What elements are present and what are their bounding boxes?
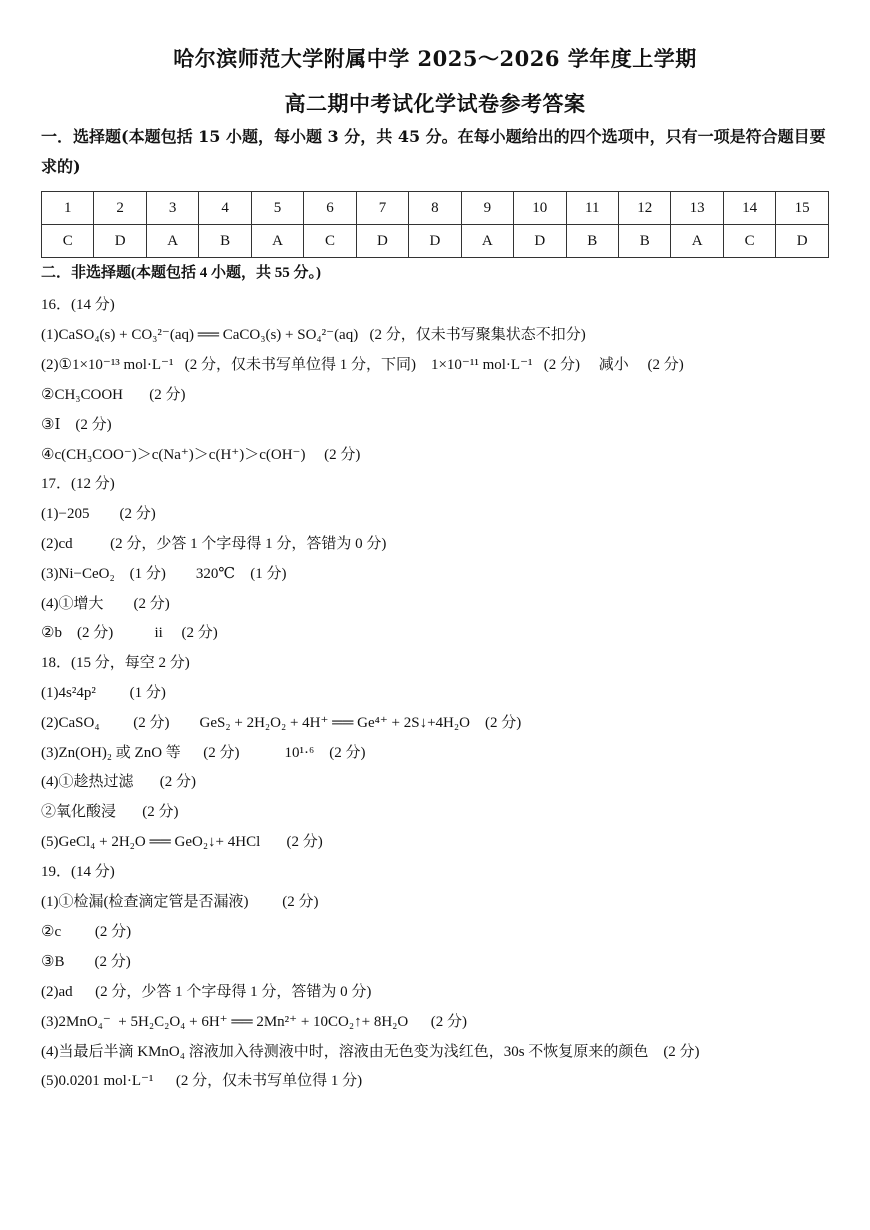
table-cell: D	[776, 225, 829, 258]
answer-line: (1)①检漏(检查滴定管是否漏液) (2 分)	[41, 894, 319, 910]
table-cell: 3	[146, 192, 198, 225]
table-cell: 13	[671, 192, 723, 225]
answer-line: ③B (2 分)	[41, 954, 131, 970]
table-cell: C	[42, 225, 94, 258]
answer-line: ③Ⅰ (2 分)	[41, 417, 112, 433]
q17-heading: 17．(12 分)	[41, 476, 115, 492]
answer-line: (1)4s²4p² (1 分)	[41, 685, 166, 701]
answer-line: (2)CaSO₄ (2 分) GeS₂ + 2H₂O₂ + 4H⁺ ══ Ge⁴⁺ + 2S↓+4H₂O (2 分)	[41, 715, 522, 731]
table-cell: B	[199, 225, 251, 258]
q16-heading: 16．(14 分)	[41, 297, 115, 313]
table-cell: 12	[618, 192, 670, 225]
answer-line: (2)①1×10⁻¹³ mol·L⁻¹ (2 分，仅未书写单位得 1 分，下同) 1×10⁻¹¹ mol·L⁻¹ (2 分) 减小 (2 分)	[41, 357, 684, 373]
table-cell: B	[566, 225, 618, 258]
table-cell: D	[94, 225, 146, 258]
answer-line: (2)ad (2 分，少答 1 个字母得 1 分，答错为 0 分)	[41, 984, 372, 1000]
table-cell: D	[514, 225, 566, 258]
table-cell: C	[304, 225, 356, 258]
answer-line: ②c (2 分)	[41, 924, 132, 940]
table-cell: 8	[409, 192, 461, 225]
table-cell: 15	[776, 192, 829, 225]
table-cell: 10	[514, 192, 566, 225]
answer-line: (5)0.0201 mol·L⁻¹ (2 分，仅未书写单位得 1 分)	[41, 1073, 363, 1089]
page-title-line1: 哈尔滨师范大学附属中学 2025～2026 学年度上学期	[173, 46, 697, 71]
table-cell: A	[461, 225, 513, 258]
choice-answer-table	[41, 191, 829, 258]
table-cell: 2	[94, 192, 146, 225]
table-cell: 1	[42, 192, 94, 225]
table-cell: A	[251, 225, 303, 258]
answer-line: ②氧化酸浸 (2 分)	[41, 804, 179, 820]
section1-heading: 一．选择题(本题包括 15 小题，每小题 3 分，共 45 分。在每小题给出的四个选项中，只有一项是符合题目要求的)	[41, 127, 826, 176]
answer-line: (4)当最后半滴 KMnO₄ 溶液加入待测液中时，溶液由无色变为浅红色，30s 不恢复原来的颜色 (2 分)	[41, 1044, 700, 1060]
table-cell: 11	[566, 192, 618, 225]
answer-line: (3)Zn(OH)₂ 或 ZnO 等 (2 分) 10¹·⁶ (2 分)	[41, 745, 366, 761]
question-number-row	[42, 192, 829, 225]
table-cell: 7	[356, 192, 408, 225]
answer-line: ④c(CH₃COO⁻)＞c(Na⁺)＞c(H⁺)＞c(OH⁻) (2 分)	[41, 447, 361, 463]
answer-line: (1)−205 (2 分)	[41, 506, 156, 522]
table-cell: 14	[723, 192, 775, 225]
answer-line: (5)GeCl₄ + 2H₂O ══ GeO₂↓+ 4HCl (2 分)	[41, 834, 323, 850]
table-cell: 6	[304, 192, 356, 225]
table-cell: 9	[461, 192, 513, 225]
table-cell: D	[356, 225, 408, 258]
page-title-line2: 高二期中考试化学试卷参考答案	[284, 91, 586, 116]
table-cell: D	[409, 225, 461, 258]
answer-line: (4)①趁热过滤 (2 分)	[41, 774, 196, 790]
answer-line: (2)cd (2 分，少答 1 个字母得 1 分，答错为 0 分)	[41, 536, 387, 552]
table-cell: 5	[251, 192, 303, 225]
table-cell: 4	[199, 192, 251, 225]
q18-heading: 18．(15 分，每空 2 分)	[41, 655, 190, 671]
answer-line: ②CH₃COOH (2 分)	[41, 387, 186, 403]
answer-line: (1)CaSO₄(s) + CO₃²⁻(aq) ══ CaCO₃(s) + SO₄²⁻(aq) (2 分，仅未书写聚集状态不扣分)	[41, 327, 586, 343]
section2-heading: 二．非选择题(本题包括 4 小题，共 55 分。)	[41, 265, 321, 281]
table-cell: C	[723, 225, 775, 258]
table-cell: B	[618, 225, 670, 258]
answer-line: (3)Ni−CeO₂ (1 分) 320℃ (1 分)	[41, 566, 287, 582]
answer-line: (4)①增大 (2 分)	[41, 596, 170, 612]
table-cell: A	[671, 225, 723, 258]
table-cell: A	[146, 225, 198, 258]
q19-heading: 19．(14 分)	[41, 864, 115, 880]
answer-row	[42, 225, 829, 258]
answer-line: (3)2MnO₄⁻ + 5H₂C₂O₄ + 6H⁺ ══ 2Mn²⁺ + 10CO₂↑+ 8H₂O (2 分)	[41, 1014, 467, 1030]
answer-line: ②b (2 分) ii (2 分)	[41, 625, 218, 641]
